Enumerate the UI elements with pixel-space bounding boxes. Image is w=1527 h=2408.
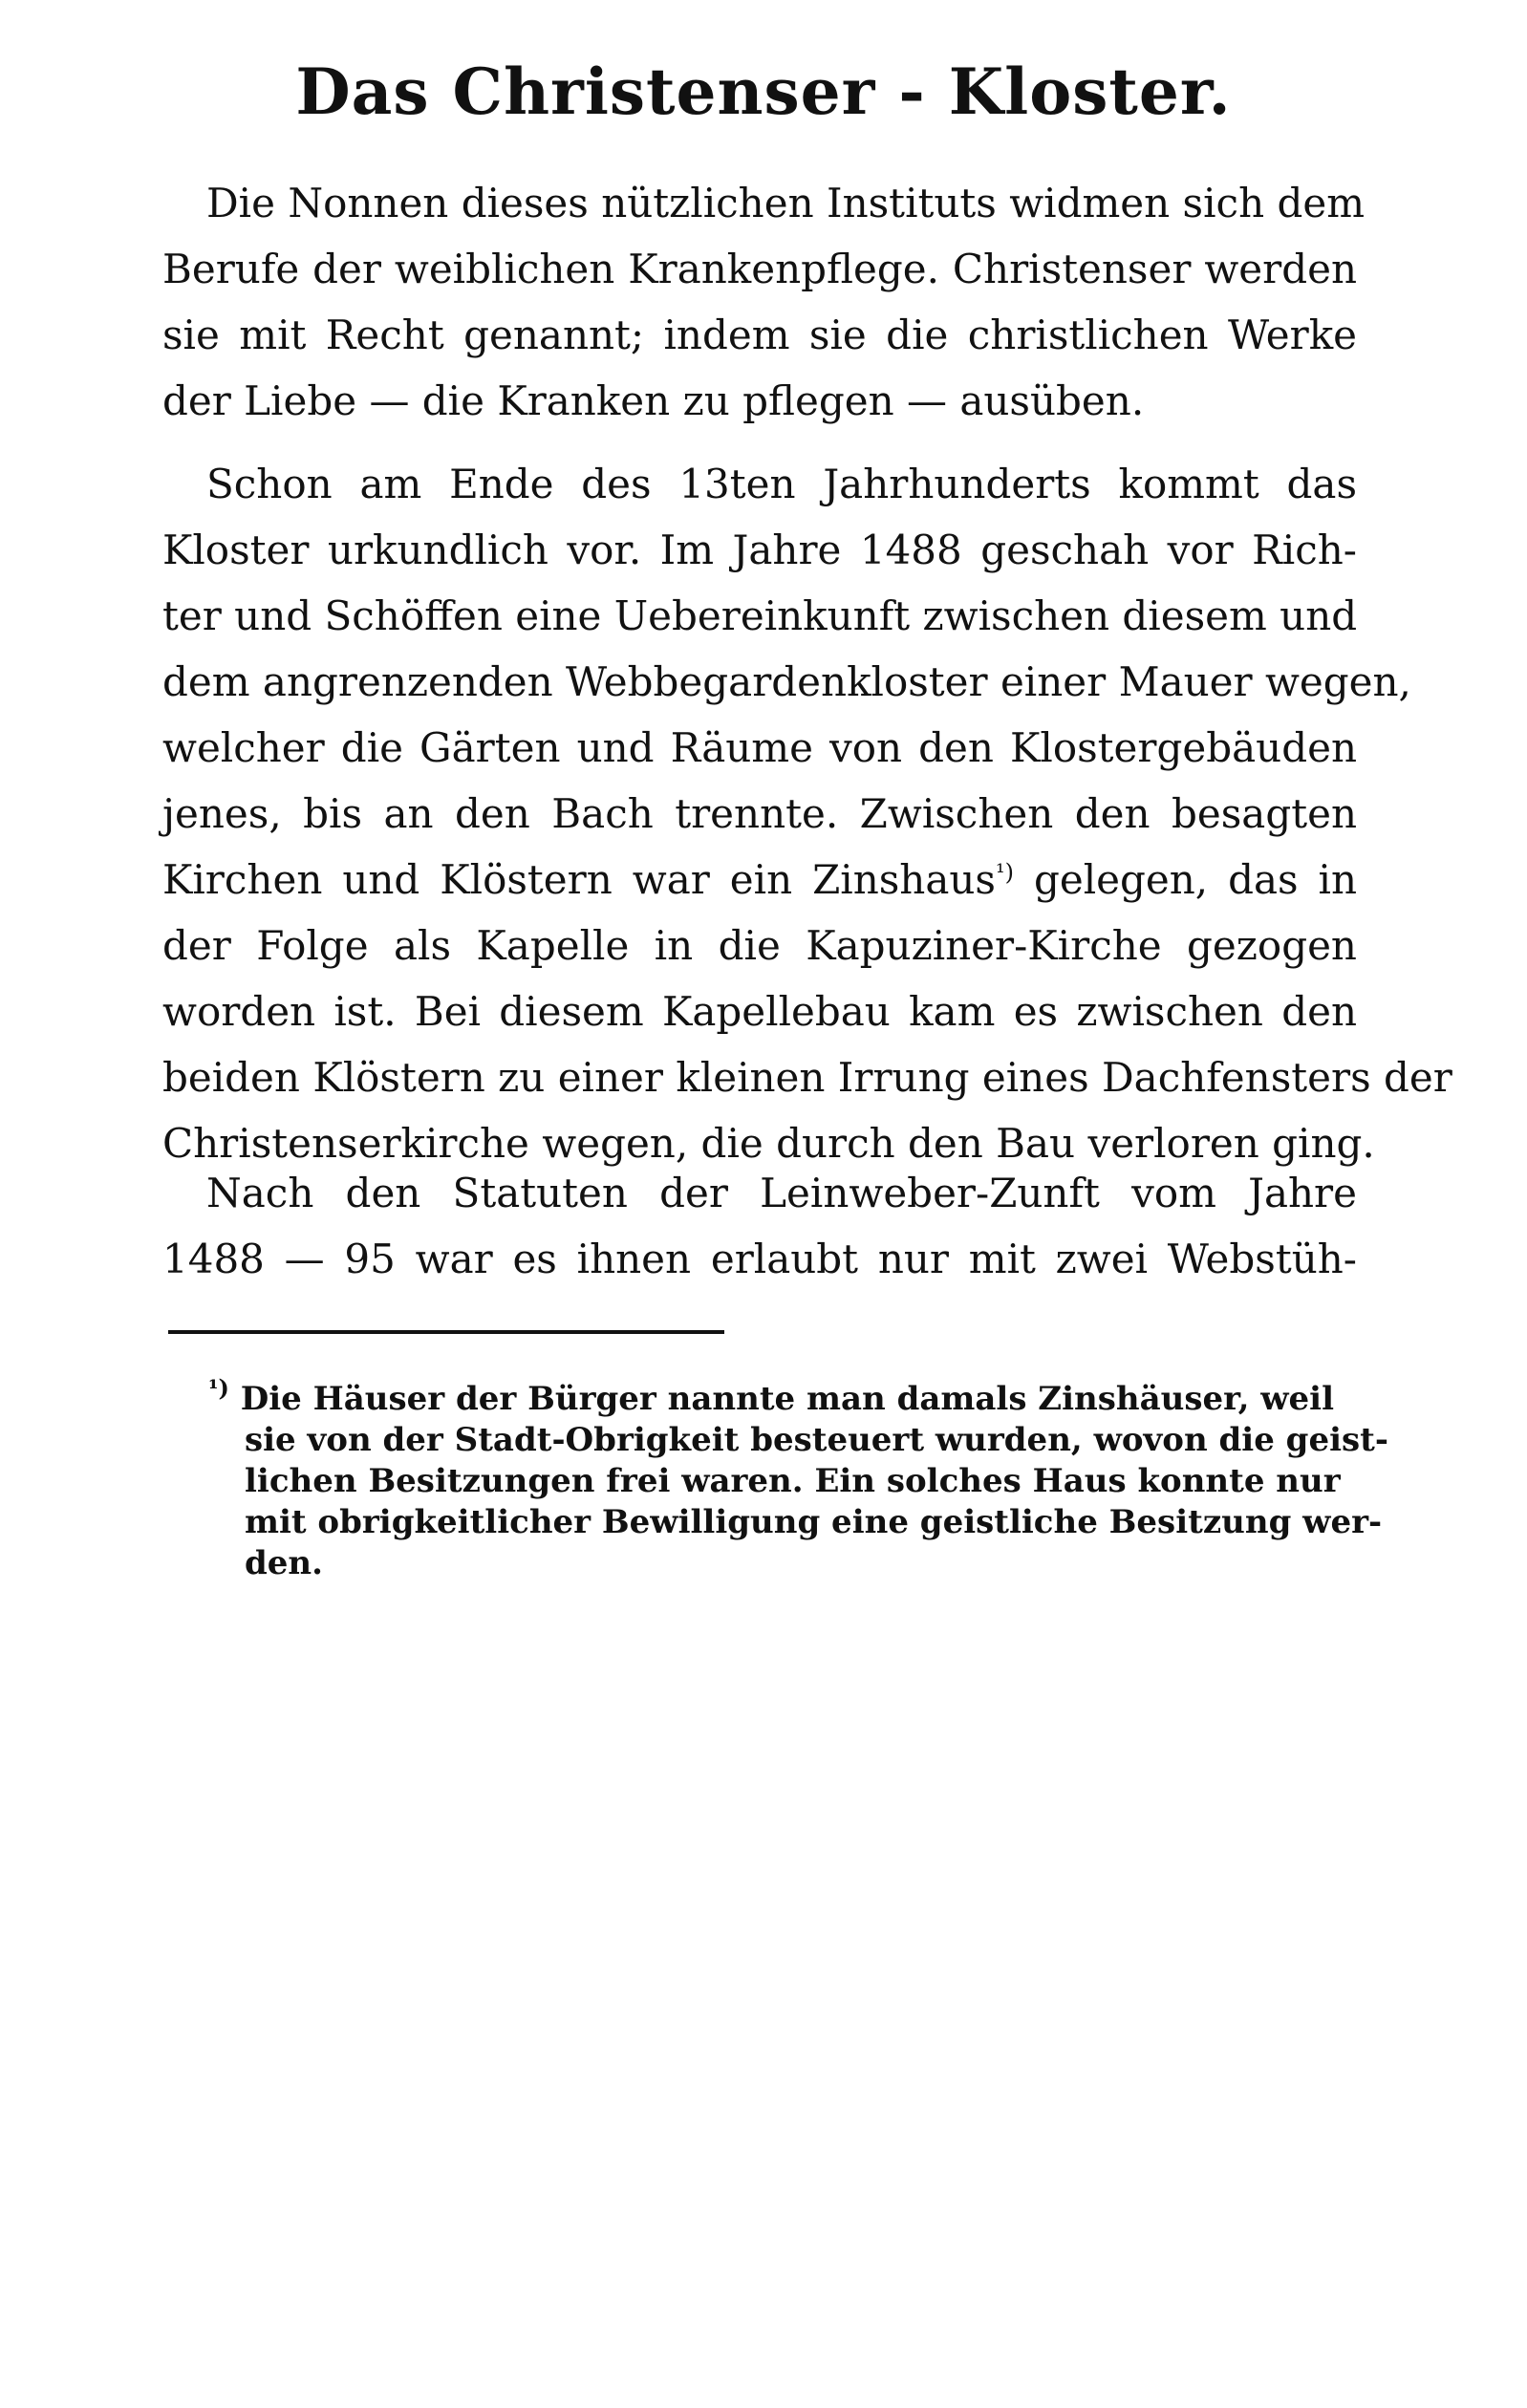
text-line: Nach den Statuten der Leinweber-Zunft vom Jahre	[206, 1170, 1357, 1216]
footnote-line	[208, 1374, 1334, 1420]
text-segment: Die Häuser der Bürger nannte man damals Zinshäuser, weil	[240, 1380, 1334, 1418]
text-line: welcher die Gärten und Räume von den Klostergebäuden	[162, 724, 1357, 771]
text-line: Schon am Ende des 13ten Jahrhunderts kommt das	[206, 461, 1357, 507]
text-line: der Liebe — die Kranken zu pflegen — ausüben.	[162, 377, 1145, 424]
footnote-line: sie von der Stadt-Obrigkeit besteuert wurden, wovon die geist-	[245, 1421, 1388, 1459]
footnote-reference[interactable]: ¹)	[996, 859, 1014, 886]
footnote-mark: ¹)	[208, 1374, 229, 1402]
paragraph-1	[162, 170, 1366, 434]
paragraph-2	[162, 451, 1452, 1176]
footnote-line: den.	[245, 1544, 323, 1582]
footnote-line: lichen Besitzungen frei waren. Ein solches Haus konnte nur	[245, 1462, 1341, 1500]
footnote-divider	[168, 1330, 724, 1334]
text-segment: Kirchen und Klöstern war ein Zinshaus	[162, 856, 996, 903]
text-segment: gelegen, das in	[1013, 856, 1358, 903]
text-line: der Folge als Kapelle in die Kapuziner-Kirche gezogen	[162, 922, 1357, 969]
text-line: sie mit Recht genannt; indem sie die christlichen Werke	[162, 312, 1357, 358]
footnote	[208, 1374, 1388, 1584]
text-line: dem angrenzenden Webbegardenkloster einer Mauer wegen,	[162, 658, 1411, 705]
text-line: beiden Klöstern zu einer kleinen Irrung eines Dachfensters der	[162, 1054, 1452, 1101]
text-line: Die Nonnen dieses nützlichen Instituts widmen sich dem	[206, 180, 1366, 226]
text-line: Christenserkirche wegen, die durch den Bau verloren ging.	[162, 1120, 1375, 1167]
text-line: Berufe der weiblichen Krankenpflege. Christenser werden	[162, 246, 1357, 292]
text-line-with-footnote-ref	[162, 847, 1357, 913]
footnote-line: mit obrigkeitlicher Bewilligung eine geistliche Besitzung wer-	[245, 1503, 1383, 1541]
paragraph-3	[162, 1160, 1357, 1292]
text-line: 1488 — 95 war es ihnen erlaubt nur mit zwei Webstüh-	[162, 1236, 1357, 1282]
text-line: Kloster urkundlich vor. Im Jahre 1488 geschah vor Rich-	[162, 527, 1357, 573]
text-line: ter und Schöffen eine Uebereinkunft zwischen diesem und	[162, 592, 1358, 639]
text-line: jenes, bis an den Bach trennte. Zwischen den besagten	[162, 790, 1357, 837]
page-title: Das Christenser - Kloster.	[295, 54, 1232, 129]
text-line: worden ist. Bei diesem Kapellebau kam es zwischen den	[162, 988, 1357, 1035]
